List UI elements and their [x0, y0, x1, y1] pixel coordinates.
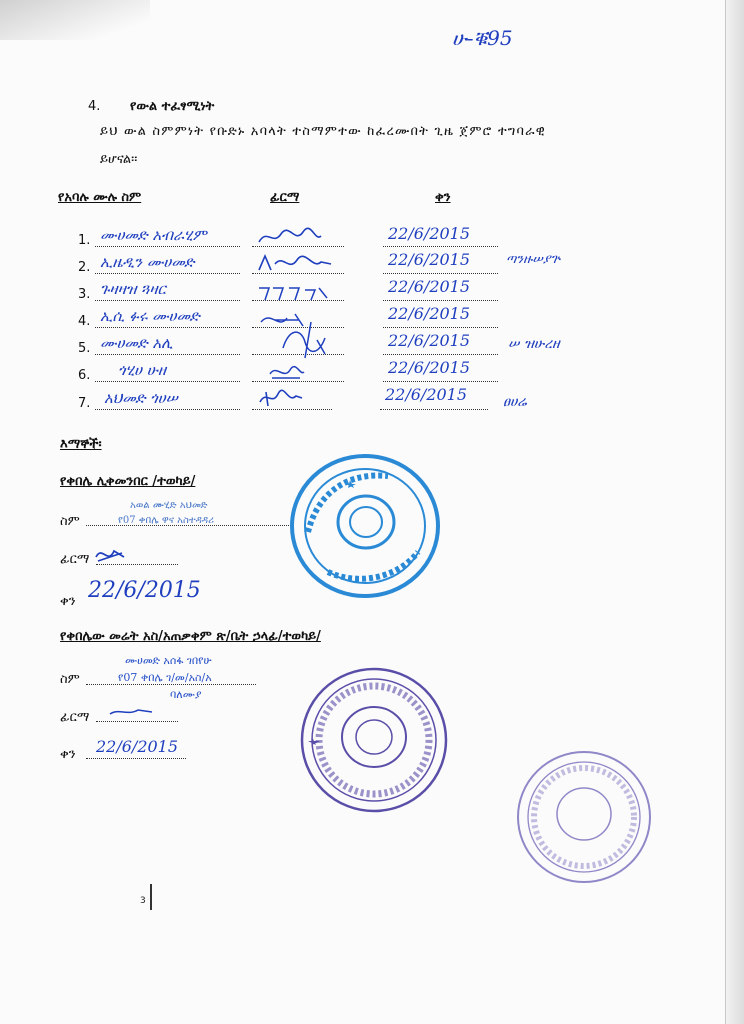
- signature-scribble: [256, 386, 306, 410]
- name-line: [95, 246, 240, 247]
- name-line: [95, 327, 240, 328]
- member-name: ጎሂሀ ሁዘ: [118, 361, 167, 379]
- land-office-name-stamp-line1: ሙሀመድ አሰፋ ገበየሁ: [125, 654, 212, 667]
- name-line: [95, 354, 240, 355]
- land-office-title: የቀበሌው መሬት አስ/አጠቃቀም ጽ/ቤት ኃላፊ/ተወካይ/: [60, 629, 321, 644]
- section-body-line2: ይሆናል፡፡: [100, 152, 138, 167]
- date-line: [383, 381, 498, 382]
- date-line: [383, 273, 498, 274]
- page-number: 3: [140, 896, 146, 906]
- member-number: 2.: [78, 260, 91, 275]
- kebele-chair-date: 22/6/2015: [88, 578, 201, 603]
- kebele-chair-title: የቀበሌ ሊቀመንበር /ተወካይ/: [60, 474, 196, 489]
- date-line: [380, 409, 488, 410]
- signature-scribble: [255, 278, 335, 304]
- member-name: ሙሀመድ አሊ: [100, 334, 173, 352]
- header-date: ቀን: [435, 190, 451, 205]
- member-date: 22/6/2015: [388, 277, 471, 296]
- member-name: ጉዛዛዝ ጓዛር: [100, 280, 166, 298]
- member-name: ኢዜዲን ሙሀመድ: [100, 253, 195, 271]
- member-number: 5.: [78, 341, 91, 356]
- member-date: 22/6/2015: [388, 250, 471, 269]
- land-office-name-stamp-line2: የ07 ቀበሌ ገ/መ/አስ/አ: [118, 671, 212, 684]
- member-note: ጣንዙሠያጕ: [506, 252, 561, 267]
- office-seal-stamp-faint: [514, 748, 654, 886]
- land-office-date: 22/6/2015: [96, 737, 179, 756]
- kebele-seal-stamp: [288, 452, 443, 600]
- member-number: 6.: [78, 368, 91, 383]
- land-office-name-stamp-line3: ባለሙያ: [170, 688, 202, 701]
- land-office-seal-stamp: [298, 665, 450, 815]
- kebele-chair-sign-label: ፊርማ: [60, 552, 90, 567]
- signature-scribble: [275, 318, 335, 362]
- land-office-date-line: [86, 758, 186, 759]
- land-office-date-label: ቀን: [60, 747, 76, 762]
- kebele-chair-date-label: ቀን: [60, 594, 76, 609]
- date-line: [383, 354, 498, 355]
- kebele-chair-name-stamp-line1: አወል ሙሂድ አህመድ: [130, 500, 208, 511]
- page-number-mark: [150, 884, 152, 910]
- signature-scribble: [255, 250, 335, 276]
- kebele-chair-name-stamp-line2: የ07 ቀበሌ ዋና አስተዳዳሪ: [118, 515, 215, 526]
- date-line: [383, 327, 498, 328]
- land-office-signature: [108, 704, 154, 720]
- member-date: 22/6/2015: [388, 224, 471, 243]
- member-number: 4.: [78, 314, 91, 329]
- member-number: 7.: [78, 396, 91, 411]
- land-office-name-label: ስም: [60, 672, 80, 687]
- name-line: [95, 381, 240, 382]
- land-office-sign-label: ፊርማ: [60, 710, 90, 725]
- member-number: 1.: [78, 233, 91, 248]
- section-body-line1: ይህ ውል ስምምነት የቡድኑ አባላት ተስማምተው ከፈረሙበት ጊዜ ጀምሮ ተግባራዊ: [100, 124, 546, 139]
- member-date: 22/6/2015: [388, 358, 471, 377]
- member-date: 22/6/2015: [388, 304, 471, 323]
- member-note: ፀሀሬ: [503, 394, 527, 410]
- section-number: 4.: [88, 99, 101, 114]
- page-curl-shadow: [0, 0, 150, 40]
- header-member-name: የአባሉ ሙሉ ስም: [58, 190, 142, 205]
- kebele-chair-name-label: ስም: [60, 514, 80, 529]
- name-line: [95, 409, 240, 410]
- member-name: ሙሀመድ አብራሂም: [100, 226, 207, 244]
- member-note: ሠ ዝሁረዘ: [508, 336, 560, 352]
- top-handwritten-note: ሁ-ቑ95: [452, 26, 513, 50]
- section-title: የውል ተፈፃሚነት: [130, 99, 215, 114]
- member-date: 22/6/2015: [385, 385, 468, 404]
- kebele-chair-signature: [92, 543, 128, 567]
- name-line: [95, 300, 240, 301]
- member-number: 3.: [78, 287, 91, 302]
- signature-scribble: [266, 362, 306, 382]
- page-edge: [725, 0, 744, 1024]
- member-name: አህመድ ጎሀሠ: [104, 389, 178, 407]
- name-line: [95, 273, 240, 274]
- member-date: 22/6/2015: [388, 331, 471, 350]
- land-office-sign-line: [96, 721, 178, 722]
- member-name: ኢሲ ፉሩ ሙሀመድ: [100, 307, 200, 325]
- date-line: [383, 300, 498, 301]
- date-line: [383, 246, 498, 247]
- witnesses-title: እማኞች፡: [60, 437, 102, 452]
- signature-scribble: [255, 224, 325, 250]
- header-signature: ፊርማ: [270, 190, 300, 205]
